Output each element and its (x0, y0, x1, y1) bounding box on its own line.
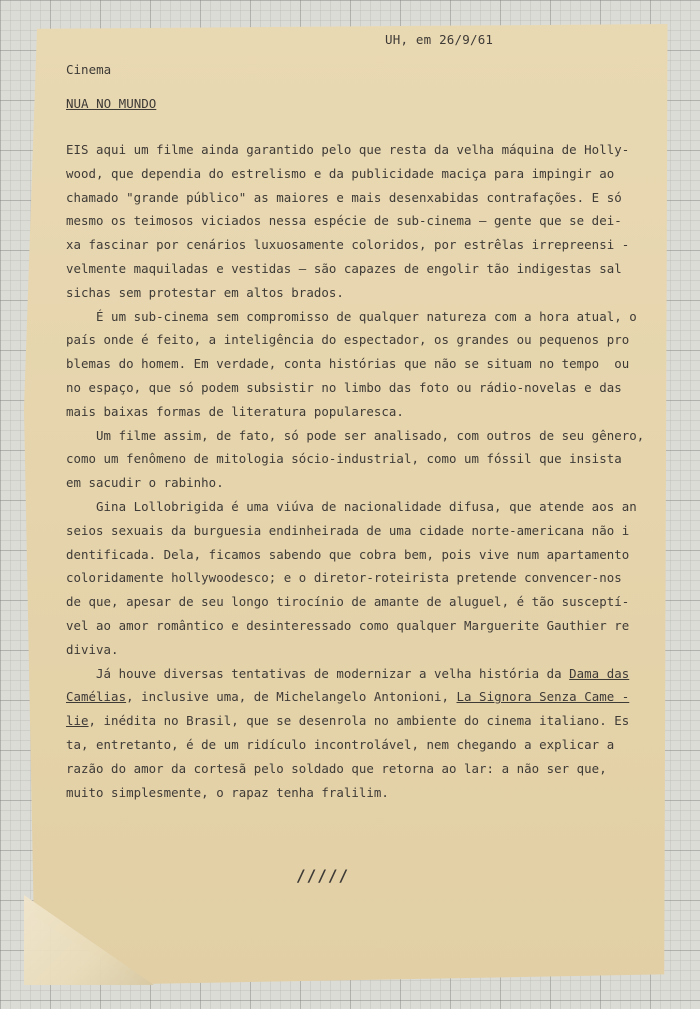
article-title: NUA NO MUNDO (66, 96, 157, 111)
text-segment: muito simplesmente, o rapaz tenha fralilim. (66, 784, 389, 800)
text-line (66, 424, 666, 448)
text-segment: chamado "grande público" as maiores e mais desenxabidas contrafações. E só (66, 189, 622, 205)
text-segment: blemas do homem. Em verdade, conta histórias que não se situam no tempo ou (66, 356, 630, 372)
text-line (66, 781, 666, 805)
text-line (66, 566, 666, 590)
text-segment: ta, entretanto, é de um ridículo incontrolável, nem chegando a explicar a (66, 736, 615, 752)
text-segment: país onde é feito, a inteligência do espectador, os grandes ou pequenos pro (66, 332, 630, 348)
text-segment: mais baixas formas de literatura popularesca. (66, 403, 404, 419)
text-line (66, 638, 666, 662)
text-line (66, 138, 666, 162)
end-mark: ///// (296, 866, 350, 885)
text-line (66, 376, 666, 400)
text-line (66, 257, 666, 281)
underlined-title: lie (66, 713, 89, 729)
text-segment: como um fenômeno de mitologia sócio-industrial, como um fóssil que insista (66, 451, 622, 467)
text-line (66, 447, 666, 471)
text-segment: Um filme assim, de fato, só pode ser analisado, com outros de seu gênero, (66, 427, 645, 443)
text-segment: , inédita no Brasil, que se desenrola no ambiente do cinema italiano. Es (88, 713, 630, 729)
text-line (66, 352, 666, 376)
text-segment: vel ao amor romântico e desinteressado como qualquer Marguerite Gauthier re (66, 617, 630, 633)
text-line (66, 543, 666, 567)
text-segment: Já houve diversas tentativas de modernizar a velha história da (66, 665, 570, 681)
text-line (66, 400, 666, 424)
text-segment: sichas sem protestar em altos brados. (66, 284, 344, 300)
underlined-title: Camélias (66, 689, 127, 705)
text-segment: Gina Lollobrigida é uma viúva de nacionalidade difusa, que atende aos an (66, 498, 637, 514)
section-label: Cinema (66, 62, 112, 77)
text-line (66, 709, 666, 733)
underlined-title: Dama das (569, 665, 630, 681)
text-segment: no espaço, que só podem subsistir no limbo das foto ou rádio-novelas e das (66, 379, 622, 395)
text-line (66, 233, 666, 257)
text-line (66, 495, 666, 519)
text-line (66, 685, 666, 709)
text-segment: diviva. (66, 641, 119, 657)
text-segment: em sacudir o rabinho. (66, 475, 224, 491)
text-line (66, 186, 666, 210)
text-segment: , inclusive uma, de Michelangelo Antonioni, (126, 689, 457, 705)
underlined-title: La Signora Senza Came - (456, 689, 630, 705)
text-line (66, 590, 666, 614)
text-line (66, 281, 666, 305)
text-line (66, 662, 666, 686)
article-body (66, 138, 666, 804)
text-line (66, 733, 666, 757)
text-line (66, 519, 666, 543)
text-segment: wood, que dependia do estrelismo e da publicidade maciça para impingir ao (66, 165, 615, 181)
text-segment: razão do amor da cortesã pelo soldado que retorna ao lar: a não ser que, (66, 760, 607, 776)
text-segment: dentificada. Dela, ficamos sabendo que cobra bem, pois vive num apartamento (66, 546, 630, 562)
dateline: UH, em 26/9/61 (385, 32, 494, 47)
text-segment: seios sexuais da burguesia endinheirada de uma cidade norte-americana não i (66, 522, 630, 538)
text-line (66, 614, 666, 638)
text-segment: xa fascinar por cenários luxuosamente coloridos, por estrêlas irrepreensi - (66, 237, 630, 253)
text-line (66, 757, 666, 781)
text-line (66, 328, 666, 352)
text-segment: mesmo os teimosos viciados nessa espécie de sub-cinema — gente que se dei- (66, 213, 622, 229)
text-line (66, 209, 666, 233)
text-line (66, 305, 666, 329)
text-segment: EIS aqui um filme ainda garantido pelo que resta da velha máquina de Holly- (66, 142, 630, 157)
text-segment: É um sub-cinema sem compromisso de qualquer natureza com a hora atual, o (66, 308, 637, 324)
text-segment: velmente maquiladas e vestidas — são capazes de engolir tão indigestas sal (66, 260, 622, 276)
text-segment: coloridamente hollywoodesco; e o diretor-roteirista pretende convencer-nos (66, 570, 622, 586)
text-line (66, 471, 666, 495)
text-segment: de que, apesar de seu longo tirocínio de amante de aluguel, é tão susceptí- (66, 594, 630, 610)
text-line (66, 162, 666, 186)
